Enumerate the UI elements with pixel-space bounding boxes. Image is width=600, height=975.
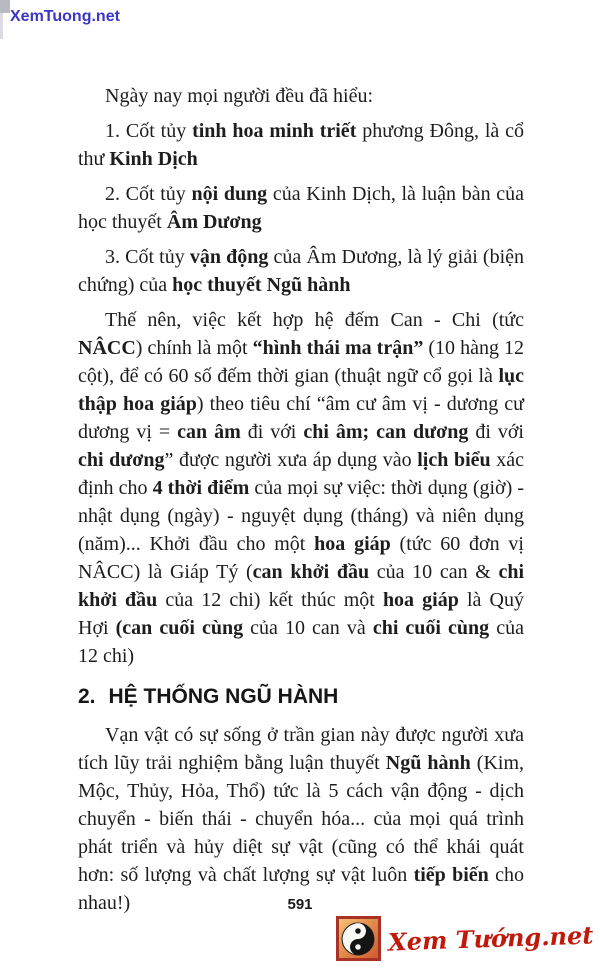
bold-text-segment: “hình thái ma trận” xyxy=(252,337,424,359)
bold-text-segment: vận động xyxy=(189,246,269,268)
bold-text-segment: chi âm; can dương xyxy=(303,421,469,443)
text-segment: đi với xyxy=(240,421,304,443)
text-segment: của 12 chi) kết thúc một xyxy=(157,589,383,611)
text-segment: cho nhau!) xyxy=(78,864,524,914)
text-segment: (10 hàng 12 cột), để có 60 số đếm thời gian (thuật ngữ cổ gọi là xyxy=(78,337,524,387)
text-segment: xác định cho xyxy=(78,449,524,499)
bold-text-segment: tinh hoa minh triết xyxy=(192,120,357,142)
scan-edge-artifact xyxy=(0,13,3,39)
paragraph xyxy=(78,82,524,110)
text-segment: đi với xyxy=(468,421,524,443)
text-segment: (tức 60 đơn vị NÂCC) là Giáp Tý ( xyxy=(78,533,524,583)
bold-text-segment: chi khởi đầu xyxy=(78,561,524,611)
section-heading xyxy=(78,684,524,710)
text-segment: Thế nên, việc kết hợp hệ đếm Can - Chi (tức xyxy=(105,309,524,331)
site-logo xyxy=(336,916,593,961)
bold-text-segment: can khởi đầu xyxy=(252,561,370,583)
text-segment: của mọi sự việc: thời dụng (giờ) - nhật dụng (ngày) - nguyệt dụng (tháng) và niên dụng (năm)... Khởi đầu cho một xyxy=(78,477,524,555)
paragraph xyxy=(78,243,524,299)
bold-text-segment: can âm xyxy=(177,421,241,443)
text-segment: của 12 chi) xyxy=(78,617,524,667)
text-segment: Ngày nay mọi người đều đã hiểu: xyxy=(105,85,374,107)
bold-text-segment: tiếp biến xyxy=(413,864,489,886)
page-content xyxy=(78,82,524,924)
section-title: HỆ THỐNG NGŨ HÀNH xyxy=(108,685,339,708)
text-segment: của Kinh Dịch, là luận bàn của học thuyết xyxy=(78,183,524,233)
scan-corner-artifact xyxy=(0,0,10,13)
text-segment: của 10 can & xyxy=(369,561,499,583)
bold-text-segment: (can cuối cùng xyxy=(115,617,244,639)
bold-text-segment: hoa giáp xyxy=(382,589,459,611)
text-segment: của 10 can và xyxy=(243,617,373,639)
watermark-text: XemTuong.net xyxy=(10,8,120,25)
bold-text-segment: hoa giáp xyxy=(314,533,391,555)
bold-text-segment: học thuyết Ngũ hành xyxy=(172,274,351,296)
bold-text-segment: lục thập hoa giáp xyxy=(78,365,524,415)
bold-text-segment: Ngũ hành xyxy=(385,752,471,774)
bold-text-segment: nội dung xyxy=(191,183,268,205)
logo-box xyxy=(336,916,381,961)
bold-text-segment: NÂCC xyxy=(78,337,136,359)
text-segment: 2. Cốt tủy xyxy=(105,183,192,205)
bold-text-segment: 4 thời điểm xyxy=(152,477,250,499)
bold-text-segment: chi cuối cùng xyxy=(372,617,490,639)
section-number: 2. xyxy=(78,685,96,708)
text-segment: phương Đông, là cổ thư xyxy=(78,120,525,170)
paragraph xyxy=(78,721,524,917)
paragraph xyxy=(78,306,524,670)
text-segment: ) chính là một xyxy=(135,337,253,359)
logo-text: Xem Tướng.net xyxy=(387,920,594,957)
paragraph xyxy=(78,180,524,236)
text-segment: ” được người xưa áp dụng vào xyxy=(164,449,418,471)
text-segment: là Quý Hợi xyxy=(78,589,524,639)
text-segment: Vạn vật có sự sống ở trần gian này được người xưa tích lũy trải nghiệm bằng luận thuyết xyxy=(78,724,524,774)
text-segment: (Kim, Mộc, Thủy, Hỏa, Thổ) tức là 5 cách vận động - dịch chuyển - biến thái - chuyển hóa... của mọi quá trình phát triển và hủy diệt sự vật (cũng có thể khái quát hơn: số lượng và chất lượng sự vật luôn xyxy=(78,752,525,886)
paragraph xyxy=(78,117,524,173)
text-segment: ) theo tiêu chí “âm cư âm vị - dương cư dương vị = xyxy=(78,393,524,443)
bold-text-segment: Kinh Dịch xyxy=(109,148,198,170)
yin-yang-icon xyxy=(341,922,375,956)
page-number: 591 xyxy=(287,896,313,913)
text-segment: 3. Cốt tủy xyxy=(105,246,190,268)
bold-text-segment: lịch biểu xyxy=(417,449,491,471)
text-segment: của Âm Dương, là lý giải (biện chứng) của xyxy=(78,246,525,296)
bold-text-segment: Âm Dương xyxy=(166,211,262,233)
bold-text-segment: chi dương xyxy=(78,449,165,471)
text-segment: 1. Cốt tủy xyxy=(105,120,193,142)
